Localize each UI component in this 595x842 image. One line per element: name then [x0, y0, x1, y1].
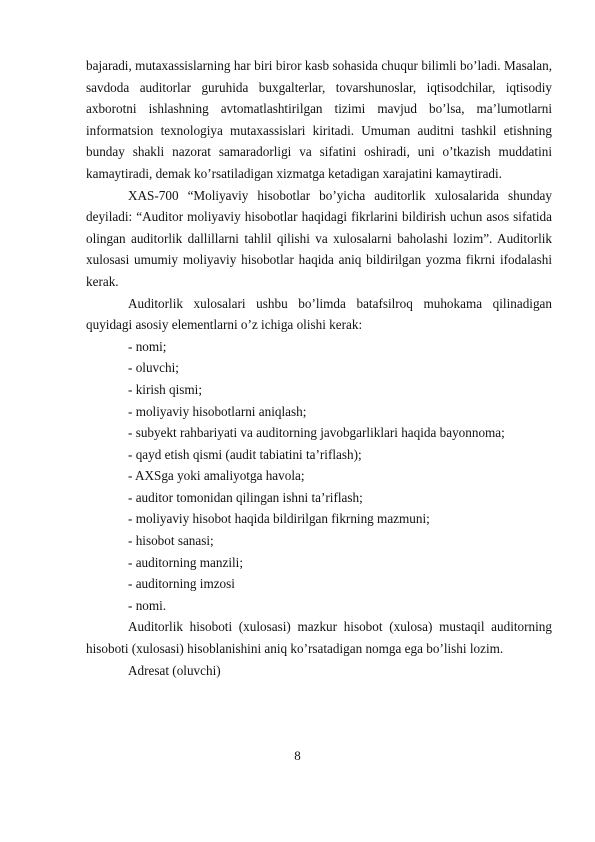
paragraph-xas-700: XAS-700 “Moliyaviy hisobotlar bo’yicha auditorlik xulosalarida shunday deyiladi: “Auditor moliyaviy hisobotlar haqidagi fikrlarini bildirish uchun asos sifatida olingan auditorlik dallillarni tahlil qilishi va xulosalarni baholashi lozim”. Auditorlik xulosasi umumiy moliyaviy hisobotlar haqida aniq bildirilgan yozma fikrni ifodalashi kerak. — [86, 187, 552, 289]
list-item: - oluvchi; — [128, 360, 179, 376]
list-item: - auditor tomonidan qilingan ishni ta’riflash; — [128, 489, 363, 505]
page-number: 8 — [294, 748, 301, 763]
paragraph-intro: bajaradi, mutaxassislarning har biri biror kasb sohasida chuqur bilimli bo’ladi. Masalan, savdoda auditorlar guruhida buxgalterlar, tovarshunoslar, iqtisodchilar, iqtisodiy axborotni ishlashning avtomatlashtirilgan tizimi mavjud bo’lsa, ma’lumotlarni informatsion texnologiya mutaxassislari kiritadi. Umuman auditni tashkil etishning bunday shakli nazorat samaradorligi va sifatini oshiradi, uni o’tkazish muddatini kamaytiradi, demak ko’rsatiladigan xizmatga ketadigan xarajatini kamaytiradi. — [86, 58, 552, 181]
list-item: - nomi. — [128, 597, 167, 613]
list-item: - hisobot sanasi; — [128, 533, 214, 549]
list-item: - kirish qismi; — [128, 381, 202, 397]
paragraph-report-name: Auditorlik hisoboti (xulosasi) mazkur hisobot (xulosa) mustaqil auditorning hisoboti (xulosasi) hisoblanishini aniq ko’rsatadigan nomga ega bo’lishi lozim. — [86, 619, 552, 657]
list-item: - moliyaviy hisobot haqida bildirilgan fikrning mazmuni; — [128, 511, 430, 527]
page-content — [86, 55, 552, 681]
section-heading-addressee: Adresat (oluvchi) — [128, 662, 221, 678]
list-item: - subyekt rahbariyati va auditorning javobgarliklari haqida bayonnoma; — [128, 425, 505, 441]
list-item: - nomi; — [128, 338, 167, 354]
list-item: - AXSga yoki amaliyotga havola; — [128, 468, 305, 484]
list-item: - auditorning manzili; — [128, 554, 243, 570]
list-item: - auditorning imzosi — [128, 576, 235, 592]
paragraph-elements: Auditorlik xulosalari ushbu bo’limda batafsilroq muhokama qilinadigan quyidagi asosiy elementlarni o’z ichiga olishi kerak: — [86, 295, 552, 333]
list-item: - moliyaviy hisobotlarni aniqlash; — [128, 403, 307, 419]
list-item: - qayd etish qismi (audit tabiatini ta’riflash); — [128, 446, 362, 462]
elements-list — [86, 336, 552, 617]
